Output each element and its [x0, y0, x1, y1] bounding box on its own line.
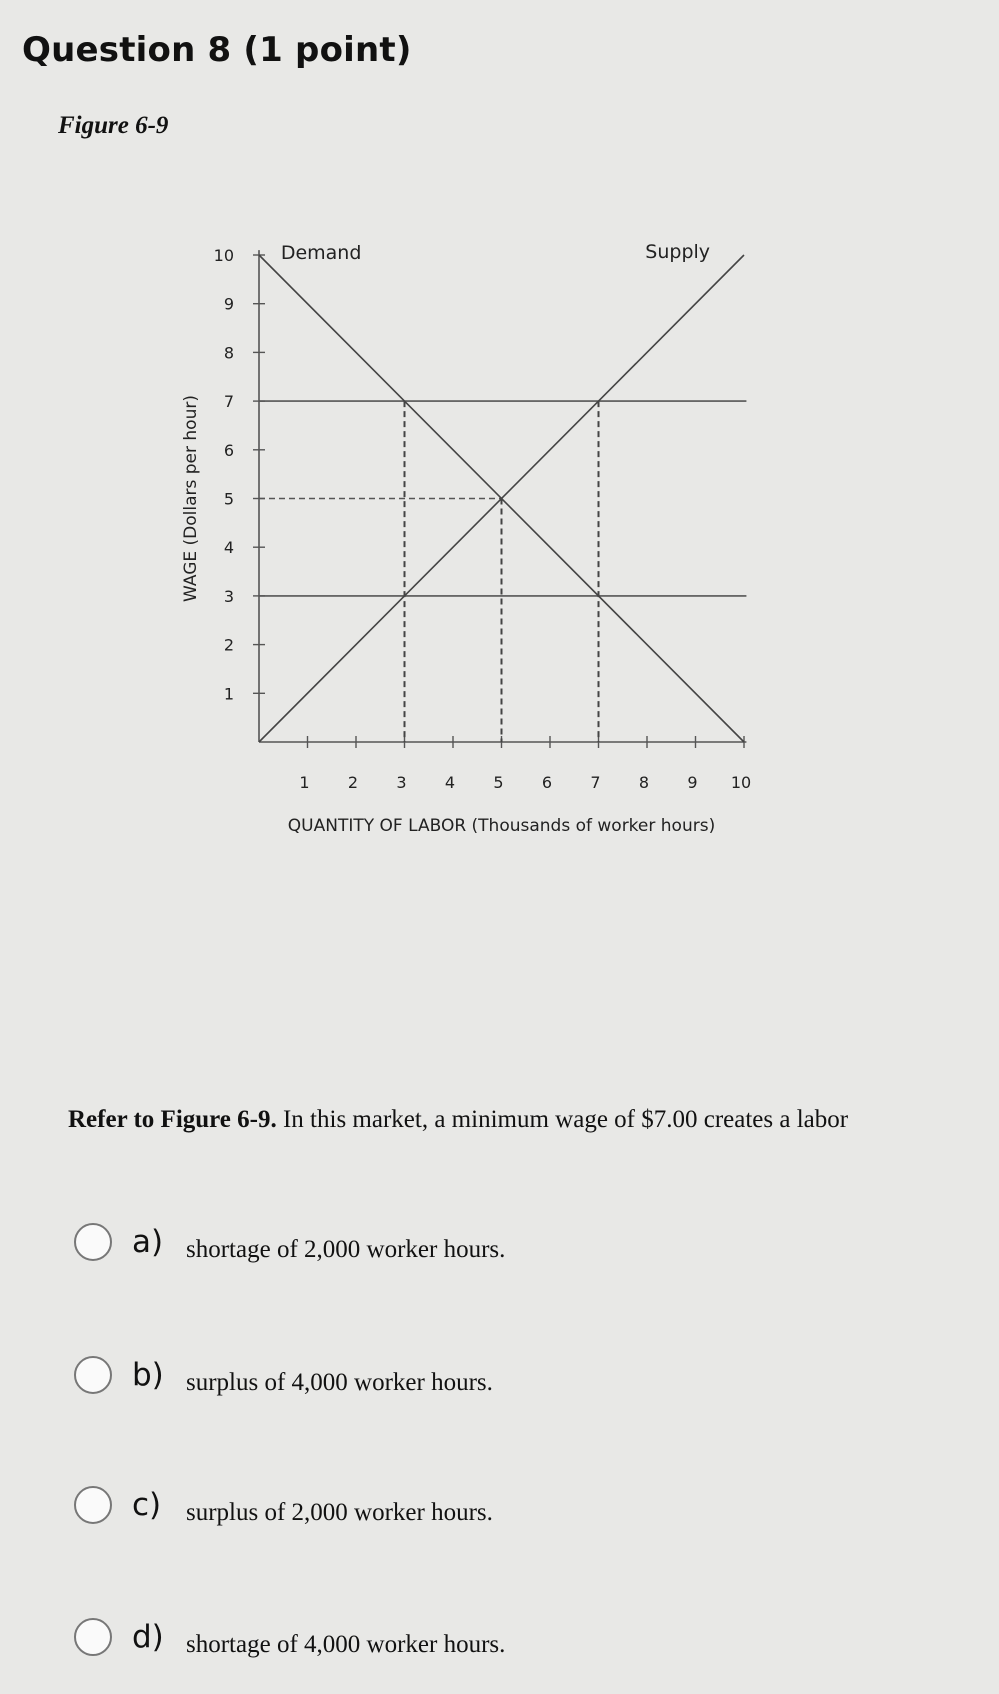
x-tick-label: 6	[541, 773, 553, 792]
option-letter-c: c)	[132, 1487, 162, 1523]
radio-button-c[interactable]	[74, 1486, 112, 1524]
y-tick-label: 6	[223, 440, 234, 460]
option-d[interactable]	[74, 1612, 505, 1662]
y-tick-label: 7	[223, 392, 234, 412]
prompt-text: In this market, a minimum wage of $7.00 creates a labor	[276, 1106, 849, 1133]
figure-reference: Refer to Figure 6-9.	[68, 1106, 277, 1133]
y-tick-label: 1	[223, 684, 234, 704]
y-axis-title: WAGE (Dollars per hour)	[181, 395, 201, 602]
x-tick-label: 10	[730, 773, 752, 792]
y-tick-label: 10	[213, 246, 234, 265]
question-prompt	[68, 1106, 848, 1134]
x-tick-label: 3	[396, 773, 407, 792]
supply-label: Supply	[645, 241, 711, 263]
question-title: Question 8 (1 point)	[22, 30, 412, 70]
y-tick-label: 4	[223, 538, 234, 558]
option-text-c: surplus of 2,000 worker hours.	[186, 1499, 493, 1526]
x-axis-title: QUANTITY OF LABOR (Thousands of worker hours)	[287, 816, 716, 836]
figure-label: Figure 6-9	[58, 112, 169, 139]
option-a[interactable]	[74, 1217, 505, 1267]
x-tick-label: 4	[444, 773, 456, 792]
radio-button-a[interactable]	[74, 1223, 112, 1261]
y-tick-label: 8	[223, 343, 234, 363]
option-c[interactable]	[74, 1480, 493, 1530]
x-tick-label: 9	[687, 773, 698, 792]
y-tick-label: 9	[223, 294, 234, 314]
radio-button-b[interactable]	[74, 1356, 112, 1394]
option-text-d: shortage of 4,000 worker hours.	[186, 1631, 506, 1658]
y-tick-label: 2	[223, 635, 234, 655]
x-tick-label: 2	[347, 773, 359, 792]
option-letter-a: a)	[132, 1224, 164, 1260]
option-text-b: surplus of 4,000 worker hours.	[186, 1369, 493, 1396]
y-tick-label: 5	[223, 489, 234, 509]
x-tick-label: 7	[590, 773, 601, 792]
x-tick-label: 5	[493, 773, 504, 792]
x-tick-label: 8	[638, 773, 650, 792]
demand-label: Demand	[280, 242, 362, 264]
option-letter-d: d)	[132, 1619, 164, 1655]
y-tick-label: 3	[223, 586, 234, 606]
option-letter-b: b)	[132, 1357, 164, 1393]
x-tick-label: 1	[299, 773, 310, 792]
option-b[interactable]	[74, 1350, 493, 1400]
radio-button-d[interactable]	[74, 1618, 112, 1656]
option-text-a: shortage of 2,000 worker hours.	[186, 1236, 506, 1263]
